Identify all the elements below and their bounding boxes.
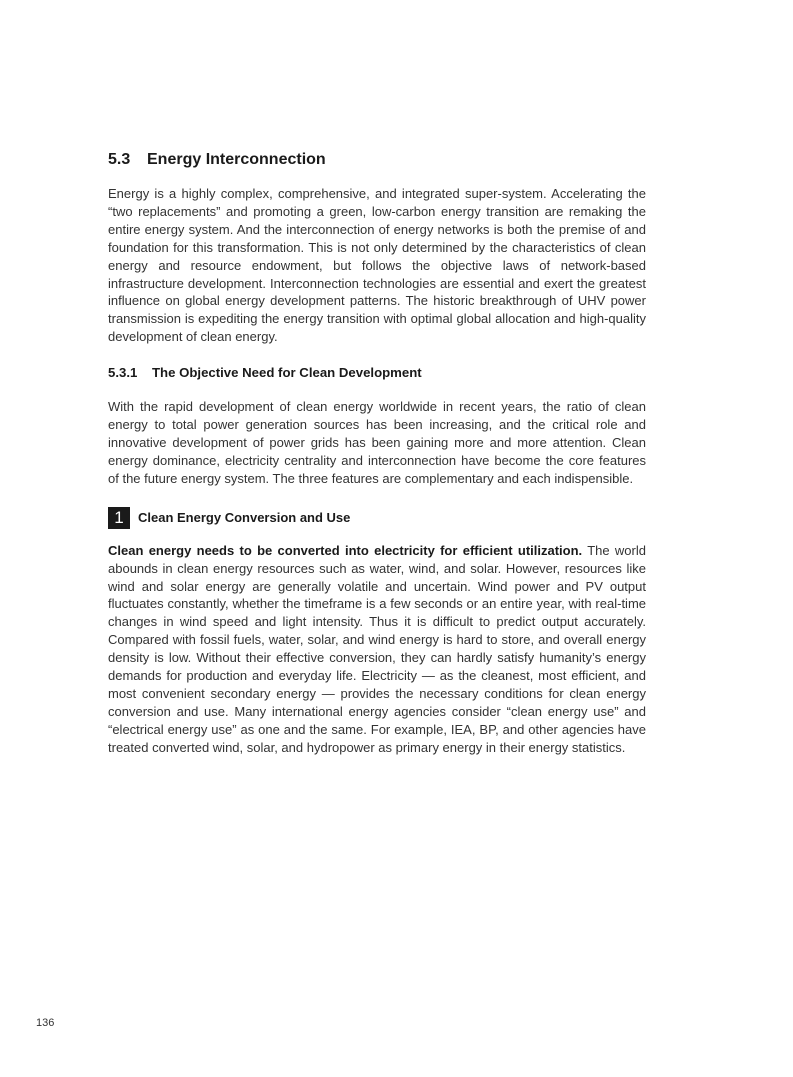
item-body-text: The world abounds in clean energy resources such as water, wind, and solar. However, resources like wind and solar energy are generally volatile and uncertain. Wind power and PV output fluctuates constantly, whether the timeframe is a few seconds or an entire year, with real-time changes in wind speed and light intensity. Thus it is difficult to predict output accurately. Compared with fossil fuels, water, solar, and wind energy is hard to store, and overall energy density is low. Without their effective conversion, they can hardly satisfy humanity’s energy demands for production and everyday life. Electricity — as the cleanest, most efficient, and most convenient secondary energy — provides the necessary conditions for clean energy conversion and use. Many international energy agencies consider “clean energy use” and “electrical energy use” as one and the same. For example, IEA, BP, and other agencies have treated converted wind, solar, and hydropower as primary energy in their energy statistics. xyxy=(108,542,646,755)
item-lead-sentence: Clean energy needs to be converted into electricity for efficient utilization. xyxy=(108,542,583,558)
subsection-number: 5.3.1 xyxy=(108,365,138,381)
subsection-title: The Objective Need for Clean Development xyxy=(152,365,422,381)
subsection-heading xyxy=(108,364,646,381)
item-heading xyxy=(108,507,646,529)
subsection-paragraph: With the rapid development of clean energy worldwide in recent years, the ratio of clean energy to total power generation sources has been increasing, and the critical role and innovative development of power grids has been gaining more and more attention. Clean energy dominance, electricity centrality and interconnection have become the core features of the future energy system. The three features are complementary and each indispensible. xyxy=(108,399,646,486)
section-intro-paragraph: Energy is a highly complex, comprehensive, and integrated super-system. Accelerating the “two replacements” and promoting a green, low-carbon energy transition are remaking the entire energy system. And the interconnection of energy networks is both the premise of and foundation for this transformation. This is not only determined by the characteristics of clean energy and resource endowment, but follows the objective laws of network-based infrastructure development. Interconnection technologies are essential and exert the greatest influence on global energy development patterns. The historic breakthrough of UHV power transmission is expediting the energy transition with optimal global allocation and high-quality development of clean energy. xyxy=(108,186,646,345)
section-number: 5.3 xyxy=(108,151,131,168)
item-title: Clean Energy Conversion and Use xyxy=(138,510,351,526)
page-content xyxy=(108,150,646,757)
section-heading xyxy=(108,150,646,170)
item-number-badge: 1 xyxy=(108,507,130,529)
item-paragraph xyxy=(108,542,646,757)
page-number: 136 xyxy=(36,1017,55,1029)
section-title: Energy Interconnection xyxy=(147,151,326,168)
